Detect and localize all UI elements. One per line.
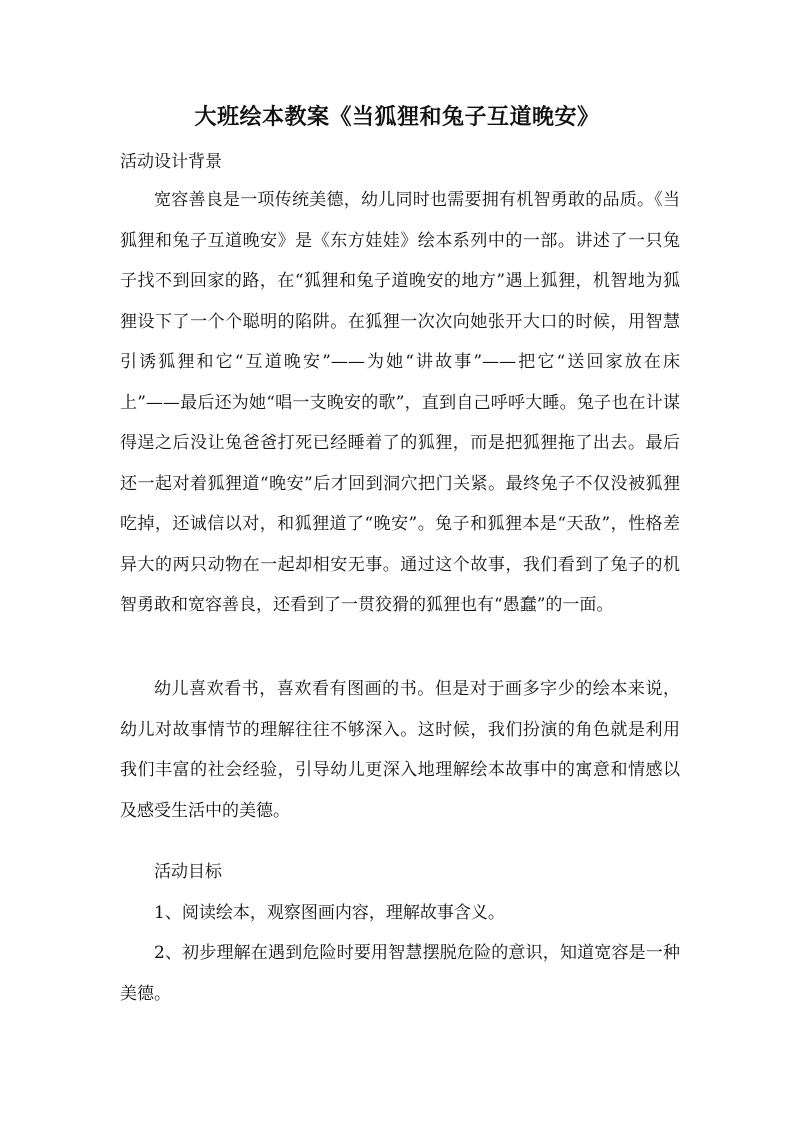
document-title: 大班绘本教案《当狐狸和兔子互道晚安》	[194, 104, 600, 130]
goals-heading: 活动目标	[154, 862, 222, 882]
background-paragraph-1: 宽容善良是一项传统美德，幼儿同时也需要拥有机智勇敢的品质。《当狐狸和兔子互道晚安》是《东方娃娃》绘本系列中的一部。讲述了一只兔子找不到回家的路，在“狐狸和兔子道晚安的地方”遇上狐狸，机智地为狐狸设下了一个个聪明的陷阱。在狐狸一次次向她张开大口的时候，用智慧引诱狐狸和它“互道晚安”——为她“讲故事”——把它“送回家放在床上”——最后还为她“唱一支晚安的歌”，直到自己呼呼大睡。兔子也在计谋得逞之后没让兔爸爸打死已经睡着了的狐狸，而是把狐狸拖了出去。最后还一起对着狐狸道“晚安”后才回到洞穴把门关紧。最终兔子不仅没被狐狸吃掉，还诚信以对，和狐狸道了“晚安”。兔子和狐狸本是“天敌”，性格差异大的两只动物在一起却相安无事。通过这个故事，我们看到了兔子的机智勇敢和宽容善良，还看到了一贯狡猾的狐狸也有“愚蠢”的一面。	[120, 190, 680, 615]
goal-item-1: 1、阅读绘本，观察图画内容，理解故事含义。	[154, 903, 505, 923]
background-heading: 活动设计背景	[120, 152, 222, 172]
goal-item-2: 2、初步理解在遇到危险时要用智慧摆脱危险的意识，知道宽容是一种美德。	[120, 943, 680, 1004]
background-paragraph-2: 幼儿喜欢看书，喜欢看有图画的书。但是对于画多字少的绘本来说，幼儿对故事情节的理解往往不够深入。这时候，我们扮演的角色就是利用我们丰富的社会经验，引导幼儿更深入地理解绘本故事中的寓意和情感以及感受生活中的美德。	[120, 679, 680, 821]
